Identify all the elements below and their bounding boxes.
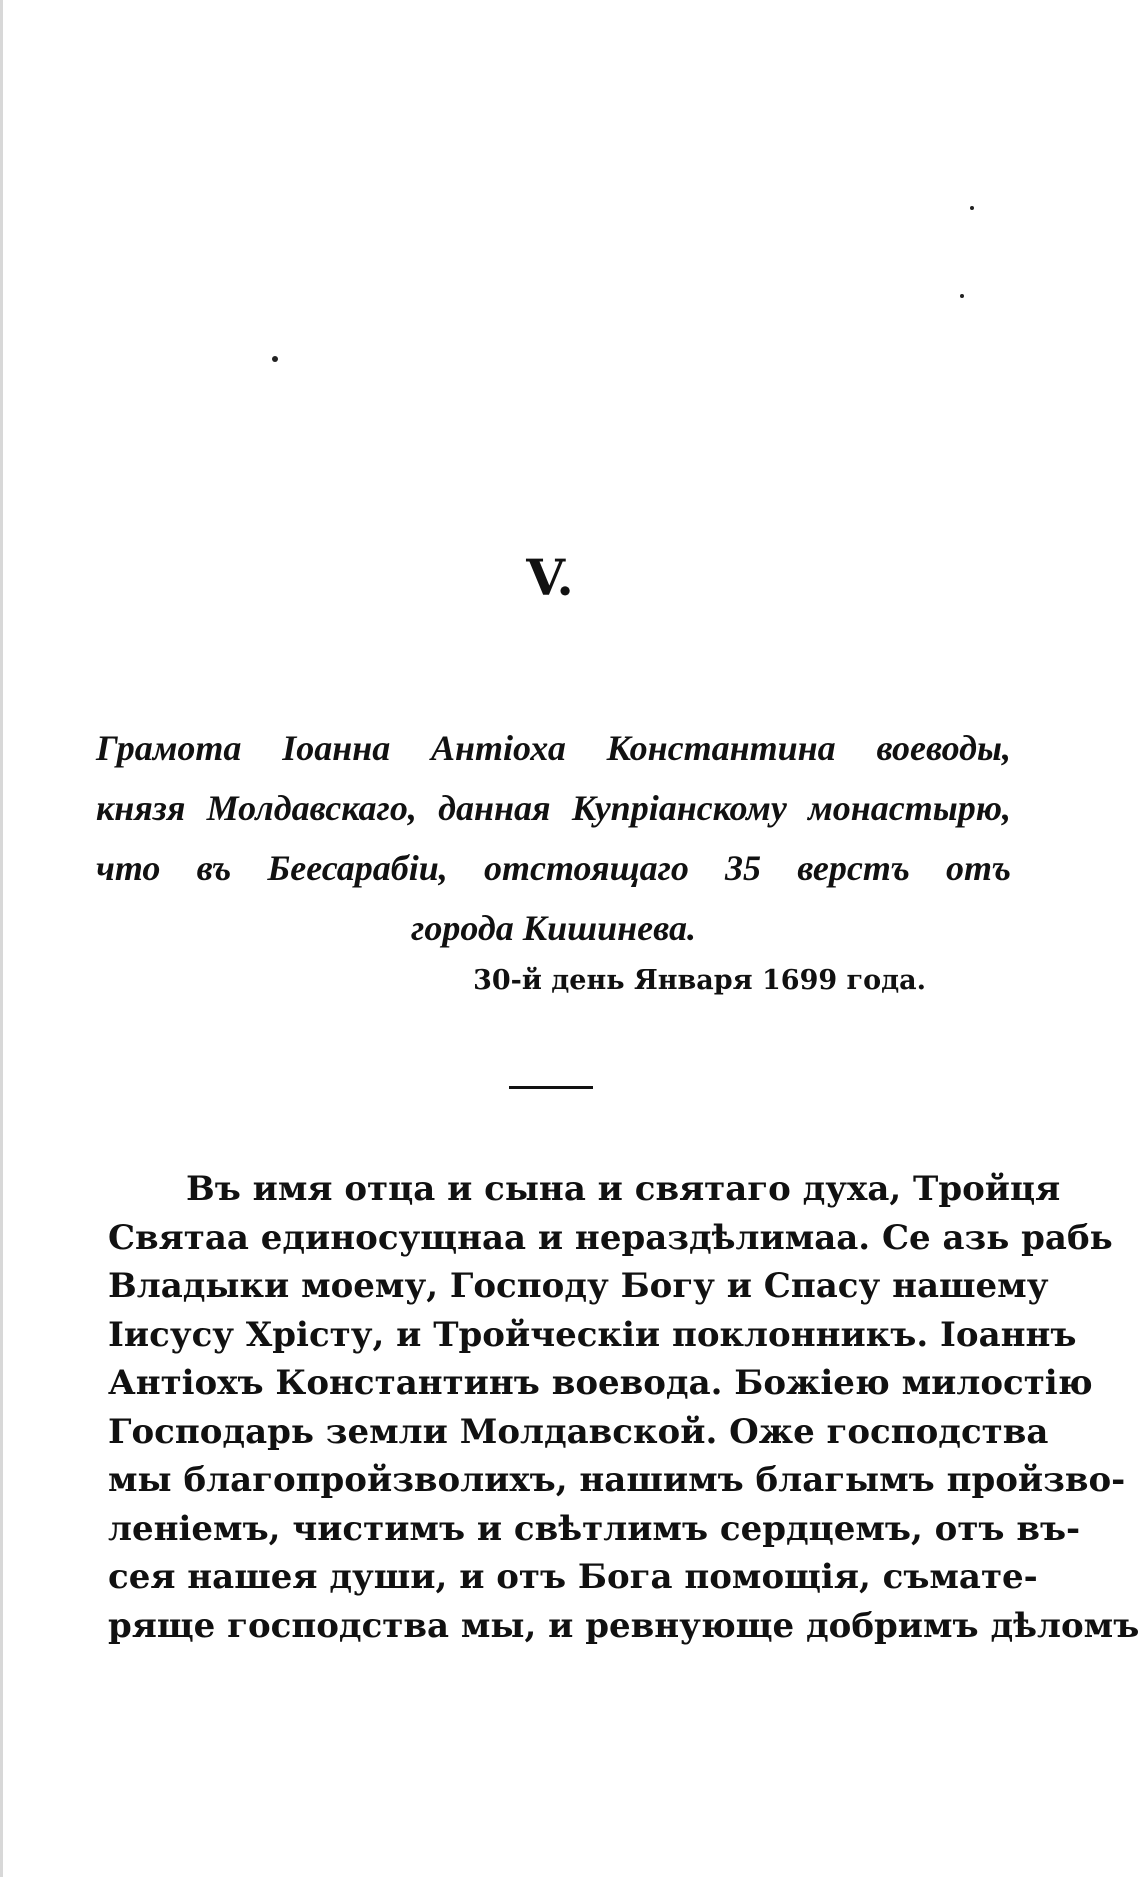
heading-line: что въ Беесарабіи, отстоящаго 35 верстъ отъ (96, 848, 1011, 888)
ink-speck (970, 206, 974, 210)
ink-speck (272, 356, 278, 362)
page-left-edge (0, 0, 3, 1877)
body-line: мы благопройзволихъ, нашимъ благымъ пройзво- (108, 1460, 1126, 1500)
body-line: Антіохъ Константинъ воевода. Божіею милостію (108, 1363, 1093, 1403)
body-line: Господарь земли Молдавской. Оже господства (108, 1411, 1049, 1452)
ink-speck (960, 294, 964, 298)
document-heading (96, 718, 1011, 958)
heading-line: Грамота Іоанна Антіоха Константина воеводы, (96, 728, 1011, 768)
separator-rule (509, 1086, 593, 1089)
body-paragraph (108, 1165, 1140, 1650)
date-line: 30-й день Января 1699 года. (473, 965, 926, 996)
body-line: Святаа единосущнаа и нераздѣлимаа. Се азь рабь (108, 1217, 1113, 1258)
body-line: Владыки моему, Господу Богу и Спасу нашему (108, 1266, 1049, 1306)
body-line: ряще господства мы, и ревнующе добримъ дѣломъ (108, 1605, 1140, 1646)
body-line: Іисусу Хрісту, и Тройческіи поклонникъ. Іоаннъ (108, 1314, 1077, 1355)
section-numeral: V. (526, 548, 574, 607)
heading-line: города Кишинева. (411, 908, 696, 948)
body-line: сея нашея души, и отъ Бога помощія, съмате- (108, 1557, 1038, 1597)
heading-line: князя Молдавскаго, данная Купріанскому монастырю, (96, 788, 1011, 828)
body-line: леніемъ, чистимъ и свѣтлимъ сердцемъ, отъ въ- (108, 1508, 1081, 1549)
body-line: Въ имя отца и сына и святаго духа, Тройця (186, 1169, 1061, 1209)
